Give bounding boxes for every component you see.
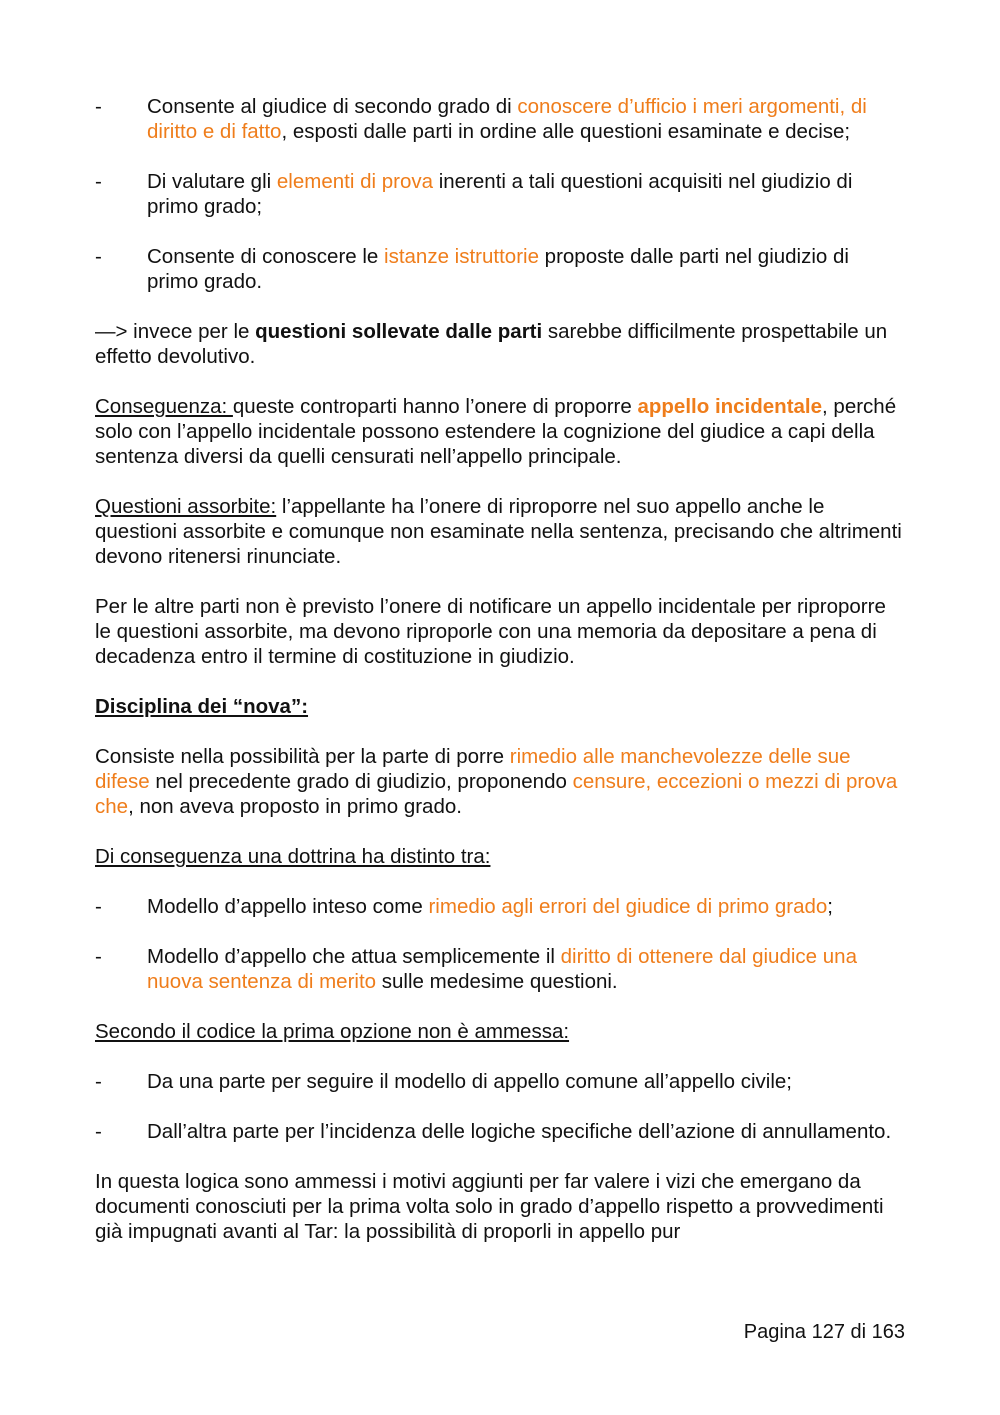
text-run: —> invece per le xyxy=(95,320,256,343)
list-item-text xyxy=(147,169,905,219)
list-item-text xyxy=(147,94,905,144)
text-run: Modello d’appello che attua semplicemente il xyxy=(147,945,561,968)
list-item xyxy=(95,244,905,294)
text-run: Consiste nella possibilità per la parte di porre xyxy=(95,745,510,768)
highlight-bold-text: appello incidentale xyxy=(637,395,823,418)
paragraph-invece xyxy=(95,319,905,369)
list-item-text xyxy=(147,894,905,919)
list-dash: - xyxy=(95,95,102,118)
document-page xyxy=(95,94,905,1269)
highlight-text: rimedio alle manchevolezze delle sue difese xyxy=(95,745,851,793)
underlined-label: Conseguenza: xyxy=(95,395,233,418)
highlight-text: diritto di ottenere dal giudice una nuova sentenza di merito xyxy=(147,945,857,993)
highlight-text: censure, eccezioni o mezzi di prova che xyxy=(95,770,898,818)
paragraph-altre-parti: Per le altre parti non è previsto l’onere di notificare un appello incidentale per riproporre le questioni assorbite, ma devono riproporle con una memoria da depositare a pena di decadenza entro il termine di costituzione in giudizio. xyxy=(95,595,886,668)
text-run: inerenti a tali questioni acquisiti nel giudizio di primo grado; xyxy=(147,170,853,218)
highlight-text: rimedio agli errori del giudice di primo grado xyxy=(428,895,828,918)
text-run: ; xyxy=(827,895,833,918)
highlight-text: conoscere d’ufficio i meri argomenti, di diritto e di fatto xyxy=(147,95,867,143)
list-item xyxy=(95,94,905,144)
underlined-label: Questioni assorbite: xyxy=(95,495,277,518)
subheading-dottrina: Di conseguenza una dottrina ha distinto tra: xyxy=(95,845,491,868)
list-item xyxy=(95,1119,905,1144)
text-run: l’appellante ha l’onere di riproporre nel suo appello anche le questioni assorbite e comunque non esaminate nella sentenza, precisando che altrimenti devono ritenersi rinunciate. xyxy=(95,495,902,568)
text-run: sarebbe difficilmente prospettabile un effetto devolutivo. xyxy=(95,320,888,368)
paragraph-conseguenza xyxy=(95,394,905,469)
section-heading: Disciplina dei “nova”: xyxy=(95,695,309,718)
list-dash: - xyxy=(95,245,102,268)
list-item-text: Dall’altra parte per l’incidenza delle logiche specifiche dell’azione di annullamento. xyxy=(147,1120,892,1143)
list-item-text xyxy=(147,944,905,994)
list-item-text: Da una parte per seguire il modello di appello comune all’appello civile; xyxy=(147,1070,792,1093)
page-number: Pagina 127 di 163 xyxy=(743,1321,905,1343)
paragraph-consiste xyxy=(95,744,905,819)
text-run: Consente di conoscere le xyxy=(147,245,385,268)
list-dash: - xyxy=(95,1120,102,1143)
paragraph-logica: In questa logica sono ammessi i motivi aggiunti per far valere i vizi che emergano da documenti conosciuti per la prima volta solo in grado d’appello rispetto a provvedimenti già impugnati avanti al Tar: la possibilità di proporli in appello pur xyxy=(95,1170,884,1243)
list-item xyxy=(95,1069,905,1094)
list-dash: - xyxy=(95,1070,102,1093)
paragraph-assorbite xyxy=(95,494,905,569)
list-item xyxy=(95,944,905,994)
highlight-text: elementi di prova xyxy=(276,170,434,193)
text-run: , esposti dalle parti in ordine alle questioni esaminate e decise; xyxy=(281,120,851,143)
text-run: nel precedente grado di giudizio, proponendo xyxy=(149,770,573,793)
bold-text: questioni sollevate dalle parti xyxy=(255,320,543,343)
text-run: Modello d’appello inteso come xyxy=(147,895,429,918)
list-dash: - xyxy=(95,895,102,918)
highlight-text: istanze istruttorie xyxy=(384,245,539,268)
list-item xyxy=(95,894,905,919)
text-run: sulle medesime questioni. xyxy=(376,970,618,993)
text-run: Di valutare gli xyxy=(147,170,277,193)
text-run: , non aveva proposto in primo grado. xyxy=(128,795,462,818)
text-run: , perché solo con l’appello incidentale possono estendere la cognizione del giudice a capi della sentenza diversi da quelli censurati nell’appello principale. xyxy=(95,395,897,468)
list-item-text xyxy=(147,244,905,294)
list-dash: - xyxy=(95,170,102,193)
text-run: queste controparti hanno l’onere di proporre xyxy=(232,395,638,418)
subheading-codice: Secondo il codice la prima opzione non è ammessa: xyxy=(95,1020,570,1043)
text-run: proposte dalle parti nel giudizio di primo grado. xyxy=(147,245,849,293)
list-dash: - xyxy=(95,945,102,968)
text-run: Consente al giudice di secondo grado di xyxy=(147,95,518,118)
list-item xyxy=(95,169,905,219)
